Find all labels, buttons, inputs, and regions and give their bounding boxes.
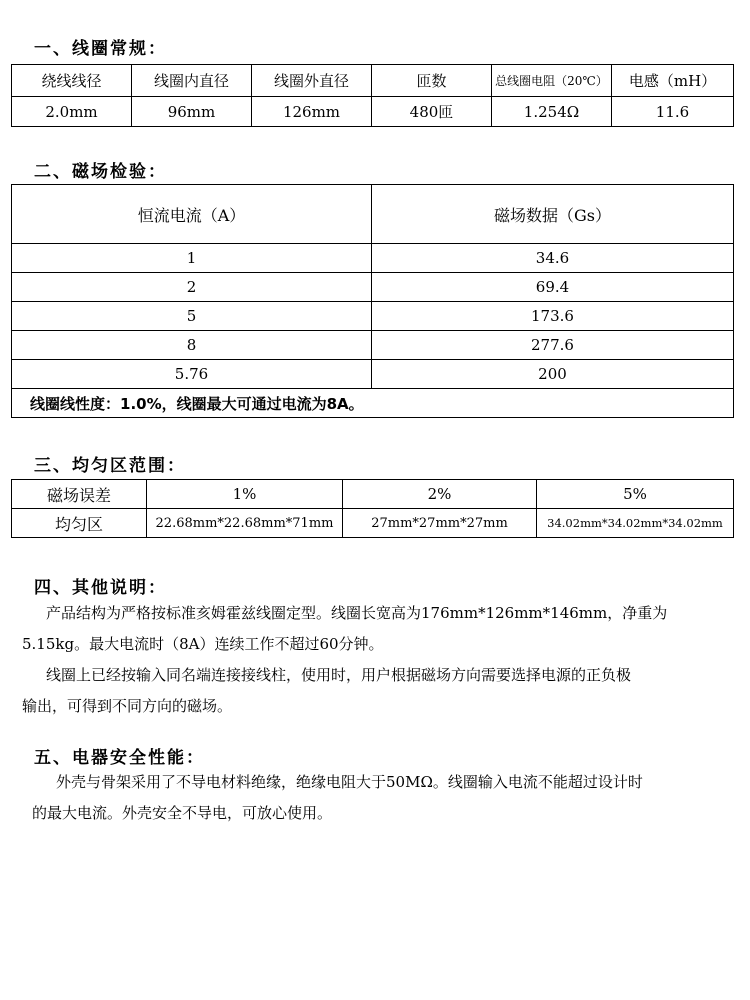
- field-cell: 69.4: [372, 273, 734, 302]
- header-field-error: 磁场误差: [12, 480, 147, 509]
- header-1pct: 1%: [147, 480, 343, 509]
- section5-heading: 五、电器安全性能：: [34, 748, 205, 768]
- other-notes: [22, 598, 742, 722]
- value-turns: 480匝: [372, 97, 492, 127]
- region-2pct: 27mm*27mm*27mm: [343, 509, 537, 538]
- header-resistance: 总线圈电阻（20℃）: [492, 65, 612, 97]
- current-cell: 8: [12, 331, 372, 360]
- header-wire-gauge: 绕线线径: [12, 65, 132, 97]
- notes-para1-line2: 5.15kg。最大电流时（8A）连续工作不超过60分钟。: [22, 635, 384, 653]
- notes-para2-line2: 输出，可得到不同方向的磁场。: [22, 697, 233, 715]
- header-2pct: 2%: [343, 480, 537, 509]
- notes-para2-line1: 线圈上已经按输入同名端连接接线柱，使用时，用户根据磁场方向需要选择电源的正负极: [46, 666, 632, 684]
- magnetic-test-table: [11, 184, 734, 418]
- section4-heading: 四、其他说明：: [34, 578, 167, 598]
- section1-heading: 一、线圈常规：: [34, 39, 167, 59]
- header-turns: 匝数: [372, 65, 492, 97]
- uniform-region-table: [11, 479, 734, 538]
- notes-para1-line1: 产品结构为严格按标准亥姆霍兹线圈定型。线圈长宽高为176mm*126mm*146mm，净重为: [46, 604, 668, 622]
- current-cell: 5: [12, 302, 372, 331]
- value-inner-diameter: 96mm: [132, 97, 252, 127]
- current-cell: 2: [12, 273, 372, 302]
- current-cell: 5.76: [12, 360, 372, 389]
- value-inductance: 11.6: [612, 97, 734, 127]
- header-inner-diameter: 线圈内直径: [132, 65, 252, 97]
- safety-line1: 外壳与骨架采用了不导电材料绝缘，绝缘电阻大于50MΩ。线圈输入电流不能超过设计时: [56, 773, 643, 791]
- label-uniform-region: 均匀区: [12, 509, 147, 538]
- value-wire-gauge: 2.0mm: [12, 97, 132, 127]
- field-cell: 277.6: [372, 331, 734, 360]
- safety-line2: 的最大电流。外壳安全不导电，可放心使用。: [32, 804, 333, 822]
- value-resistance: 1.254Ω: [492, 97, 612, 127]
- region-1pct: 22.68mm*22.68mm*71mm: [147, 509, 343, 538]
- header-5pct: 5%: [537, 480, 734, 509]
- section2-heading: 二、磁场检验：: [34, 162, 167, 182]
- header-inductance: 电感（mH）: [612, 65, 734, 97]
- header-current: 恒流电流（A）: [12, 185, 372, 244]
- coil-spec-table: [11, 64, 734, 127]
- safety-notes: [32, 767, 744, 829]
- section3-heading: 三、均匀区范围：: [34, 456, 186, 476]
- field-cell: 34.6: [372, 244, 734, 273]
- header-field: 磁场数据（Gs）: [372, 185, 734, 244]
- region-5pct: 34.02mm*34.02mm*34.02mm: [537, 509, 734, 538]
- value-outer-diameter: 126mm: [252, 97, 372, 127]
- linearity-note: 线圈线性度：1.0%，线圈最大可通过电流为8A。: [12, 389, 734, 418]
- field-cell: 173.6: [372, 302, 734, 331]
- current-cell: 1: [12, 244, 372, 273]
- field-cell: 200: [372, 360, 734, 389]
- header-outer-diameter: 线圈外直径: [252, 65, 372, 97]
